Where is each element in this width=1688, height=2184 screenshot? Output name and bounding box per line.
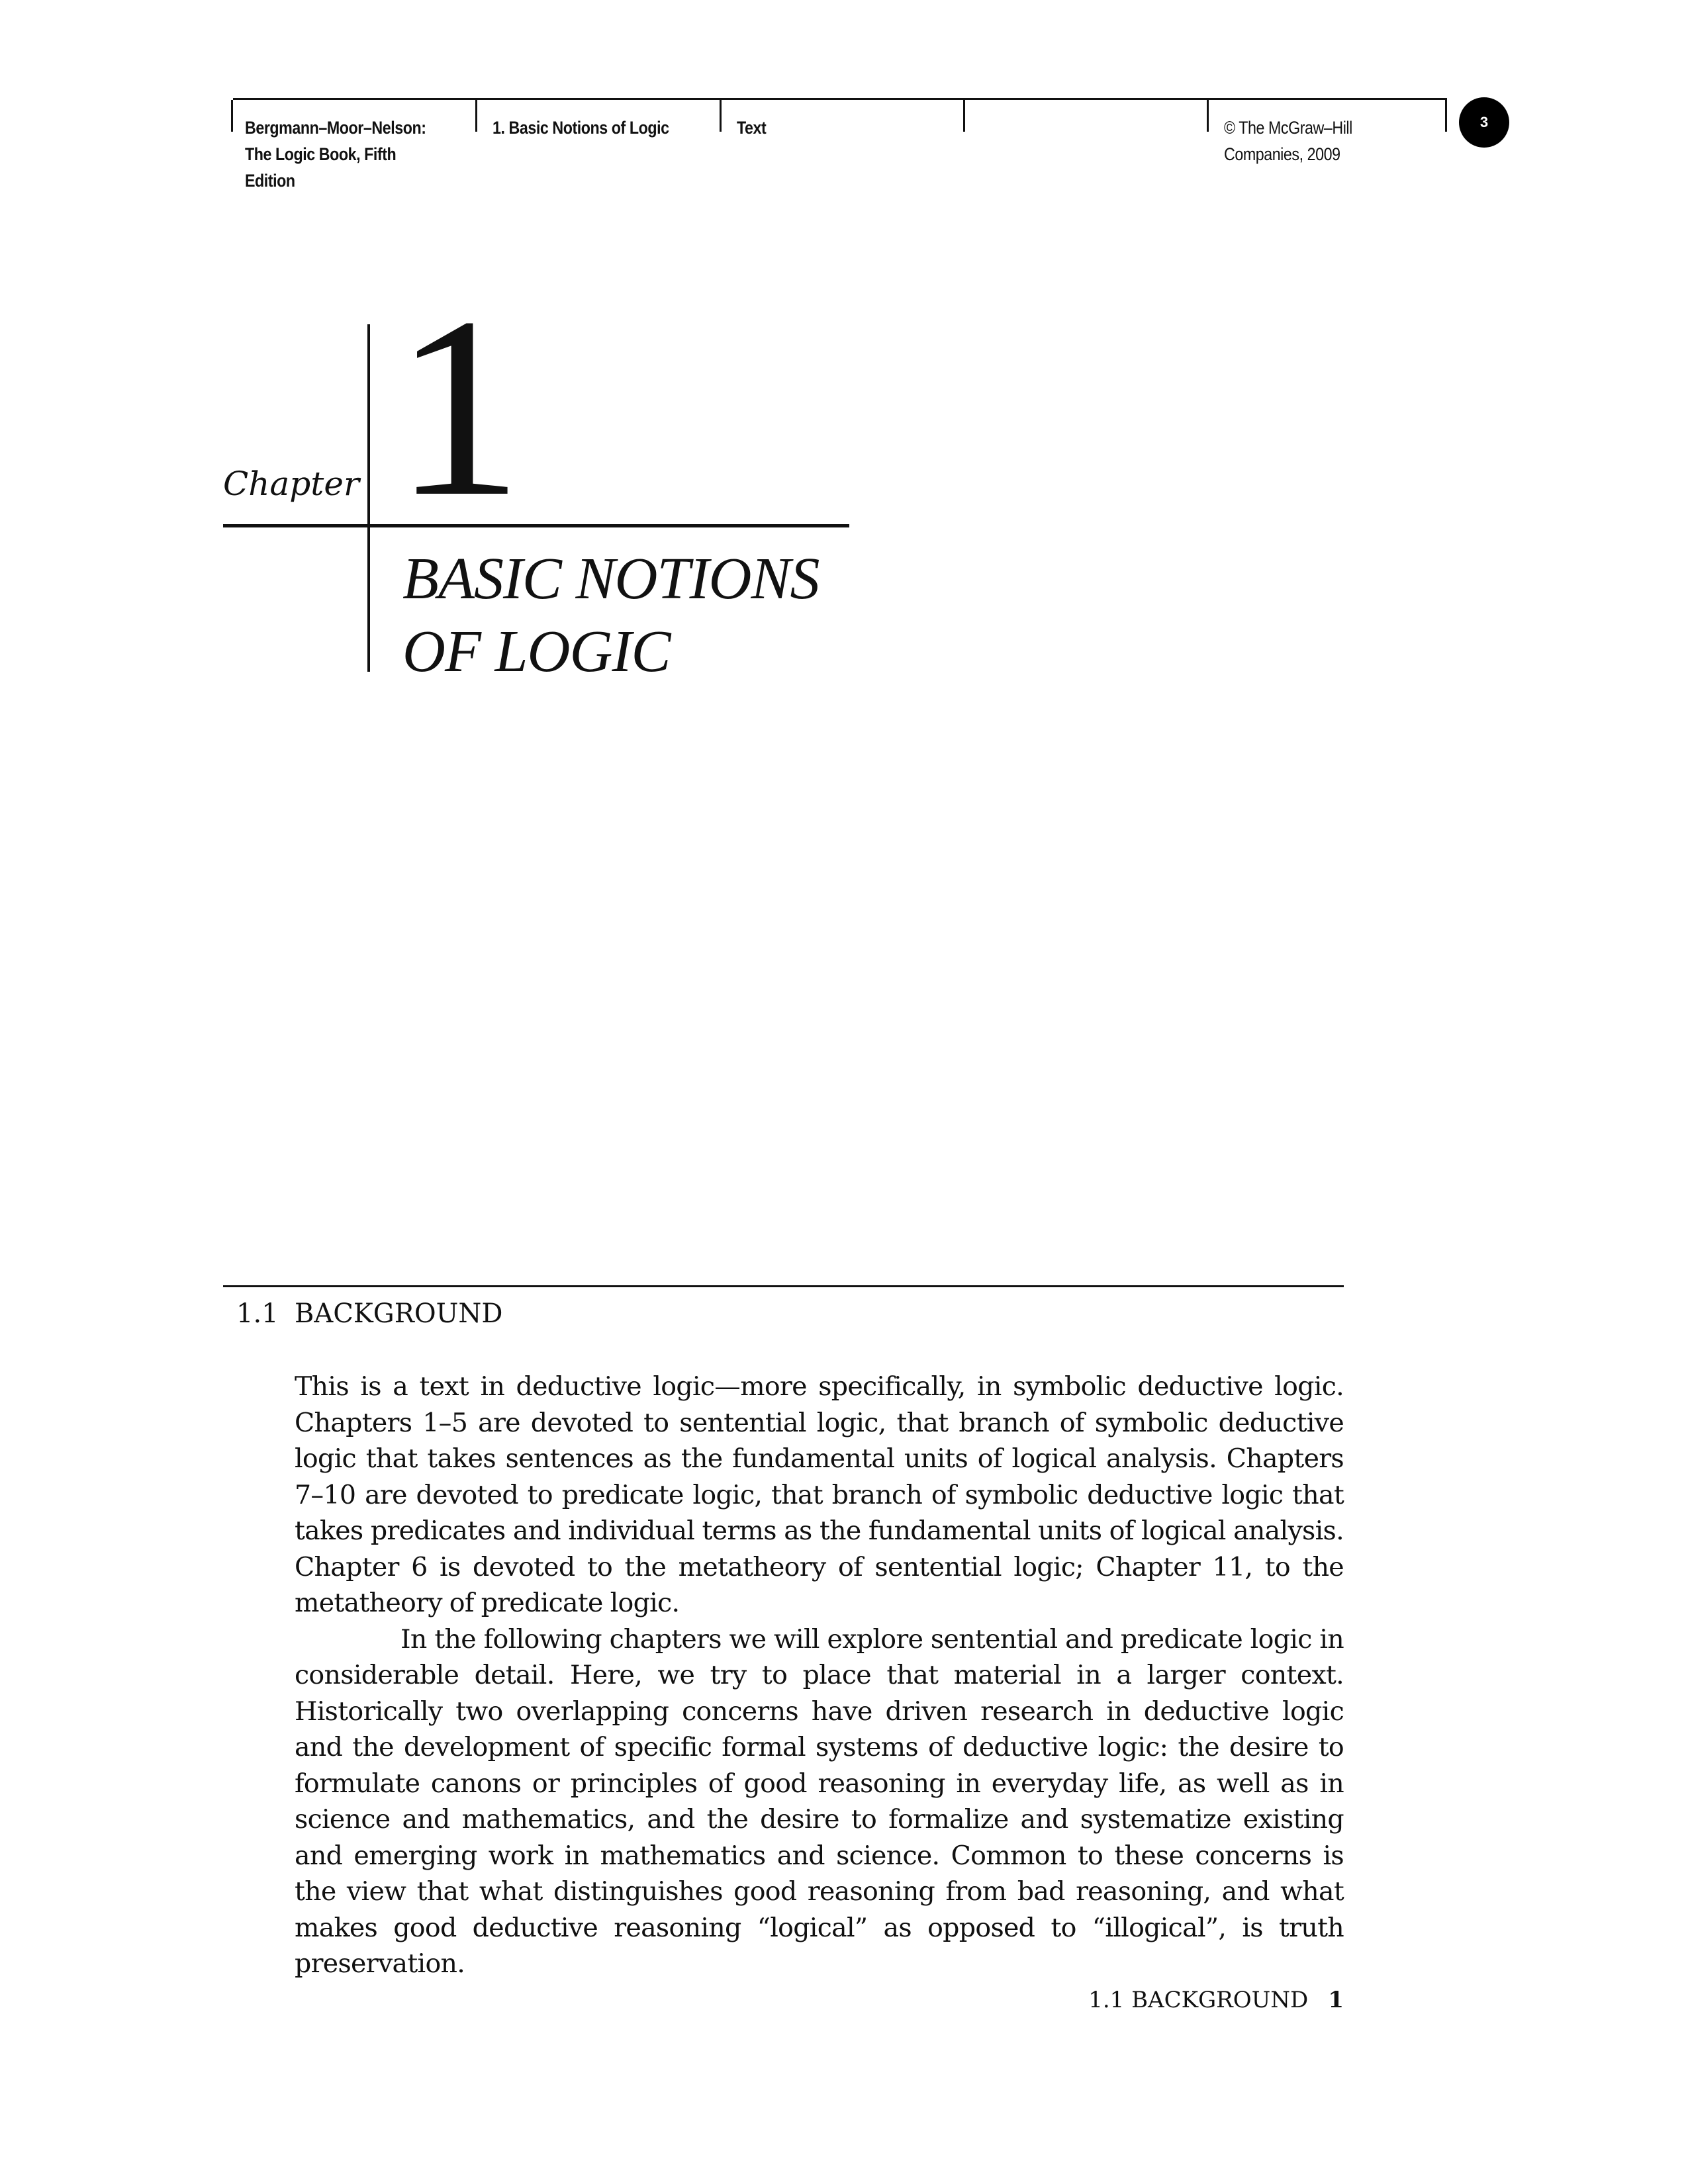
header-book-line: Bergmann–Moor–Nelson: [245, 118, 426, 138]
header-divider [231, 100, 233, 132]
header-type-info [737, 100, 766, 141]
chapter-title-line: OF LOGIC [402, 619, 671, 684]
chapter-title-line: BASIC NOTIONS [402, 546, 820, 612]
section-body [295, 1369, 1344, 1982]
footer-section-label: 1.1 BACKGROUND [1088, 1987, 1309, 2013]
section-heading [236, 1295, 502, 1332]
header-copyright-line: © The McGraw–Hill [1224, 118, 1352, 138]
header-divider [475, 100, 477, 132]
section-rule [223, 1285, 1344, 1287]
chapter-horizontal-rule [223, 524, 849, 527]
chapter-vertical-rule [367, 324, 370, 672]
header-book-info [245, 100, 426, 194]
running-header [233, 98, 1447, 191]
header-type-line: Text [737, 118, 767, 138]
header-divider [963, 100, 965, 132]
header-divider [1445, 100, 1447, 132]
chapter-title [402, 543, 820, 688]
header-book-line: The Logic Book, Fifth [245, 144, 397, 164]
footer-page-number: 1 [1328, 1987, 1344, 2013]
body-paragraph: This is a text in deductive logic—more specifically, in symbolic deductive logic. Chapters 1–5 are devoted to sentential logic, that branch of symbolic deductive logic that takes sentences as the fundamental units of logical analysis. Chapters 7–10 are devoted to predicate logic, that branch of symbolic deductive logic that takes predicates and individual terms as the fundamental units of logical analysis. Chapter 6 is devoted to the metatheory of sentential logic; Chapter 11, to the metatheory of predicate logic. [295, 1371, 1344, 1618]
header-divider [1207, 100, 1209, 132]
header-divider [720, 100, 722, 132]
section-number: 1.1 [236, 1298, 279, 1329]
section-title: BACKGROUND [295, 1298, 503, 1329]
chapter-label: Chapter [223, 465, 359, 503]
header-chapter-line: 1. Basic Notions of Logic [492, 118, 669, 138]
body-paragraph: In the following chapters we will explore sentential and predicate logic in considerable detail. Here, we try to place that material in a larger context. Historically two overlapping concerns have driven research in deductive logic and the development of specific formal systems of deductive logic: the desire to formulate canons or principles of good reasoning in everyday life, as well as in science and mathematics, and the desire to formalize and systematize existing and emerging work in mathematics and science. Common to these concerns is the view that what distinguishes good reasoning from bad reasoning, and what makes good deductive reasoning “logical” as opposed to “illogical”, is truth preservation. [295, 1623, 1344, 1979]
header-book-line: Edition [245, 171, 295, 191]
header-chapter-info [492, 100, 669, 141]
header-copyright [1224, 100, 1352, 167]
page-footer [1088, 1985, 1344, 2015]
page-number-badge: 3 [1459, 97, 1509, 148]
header-copyright-line: Companies, 2009 [1224, 144, 1340, 164]
chapter-number: 1 [394, 264, 523, 550]
